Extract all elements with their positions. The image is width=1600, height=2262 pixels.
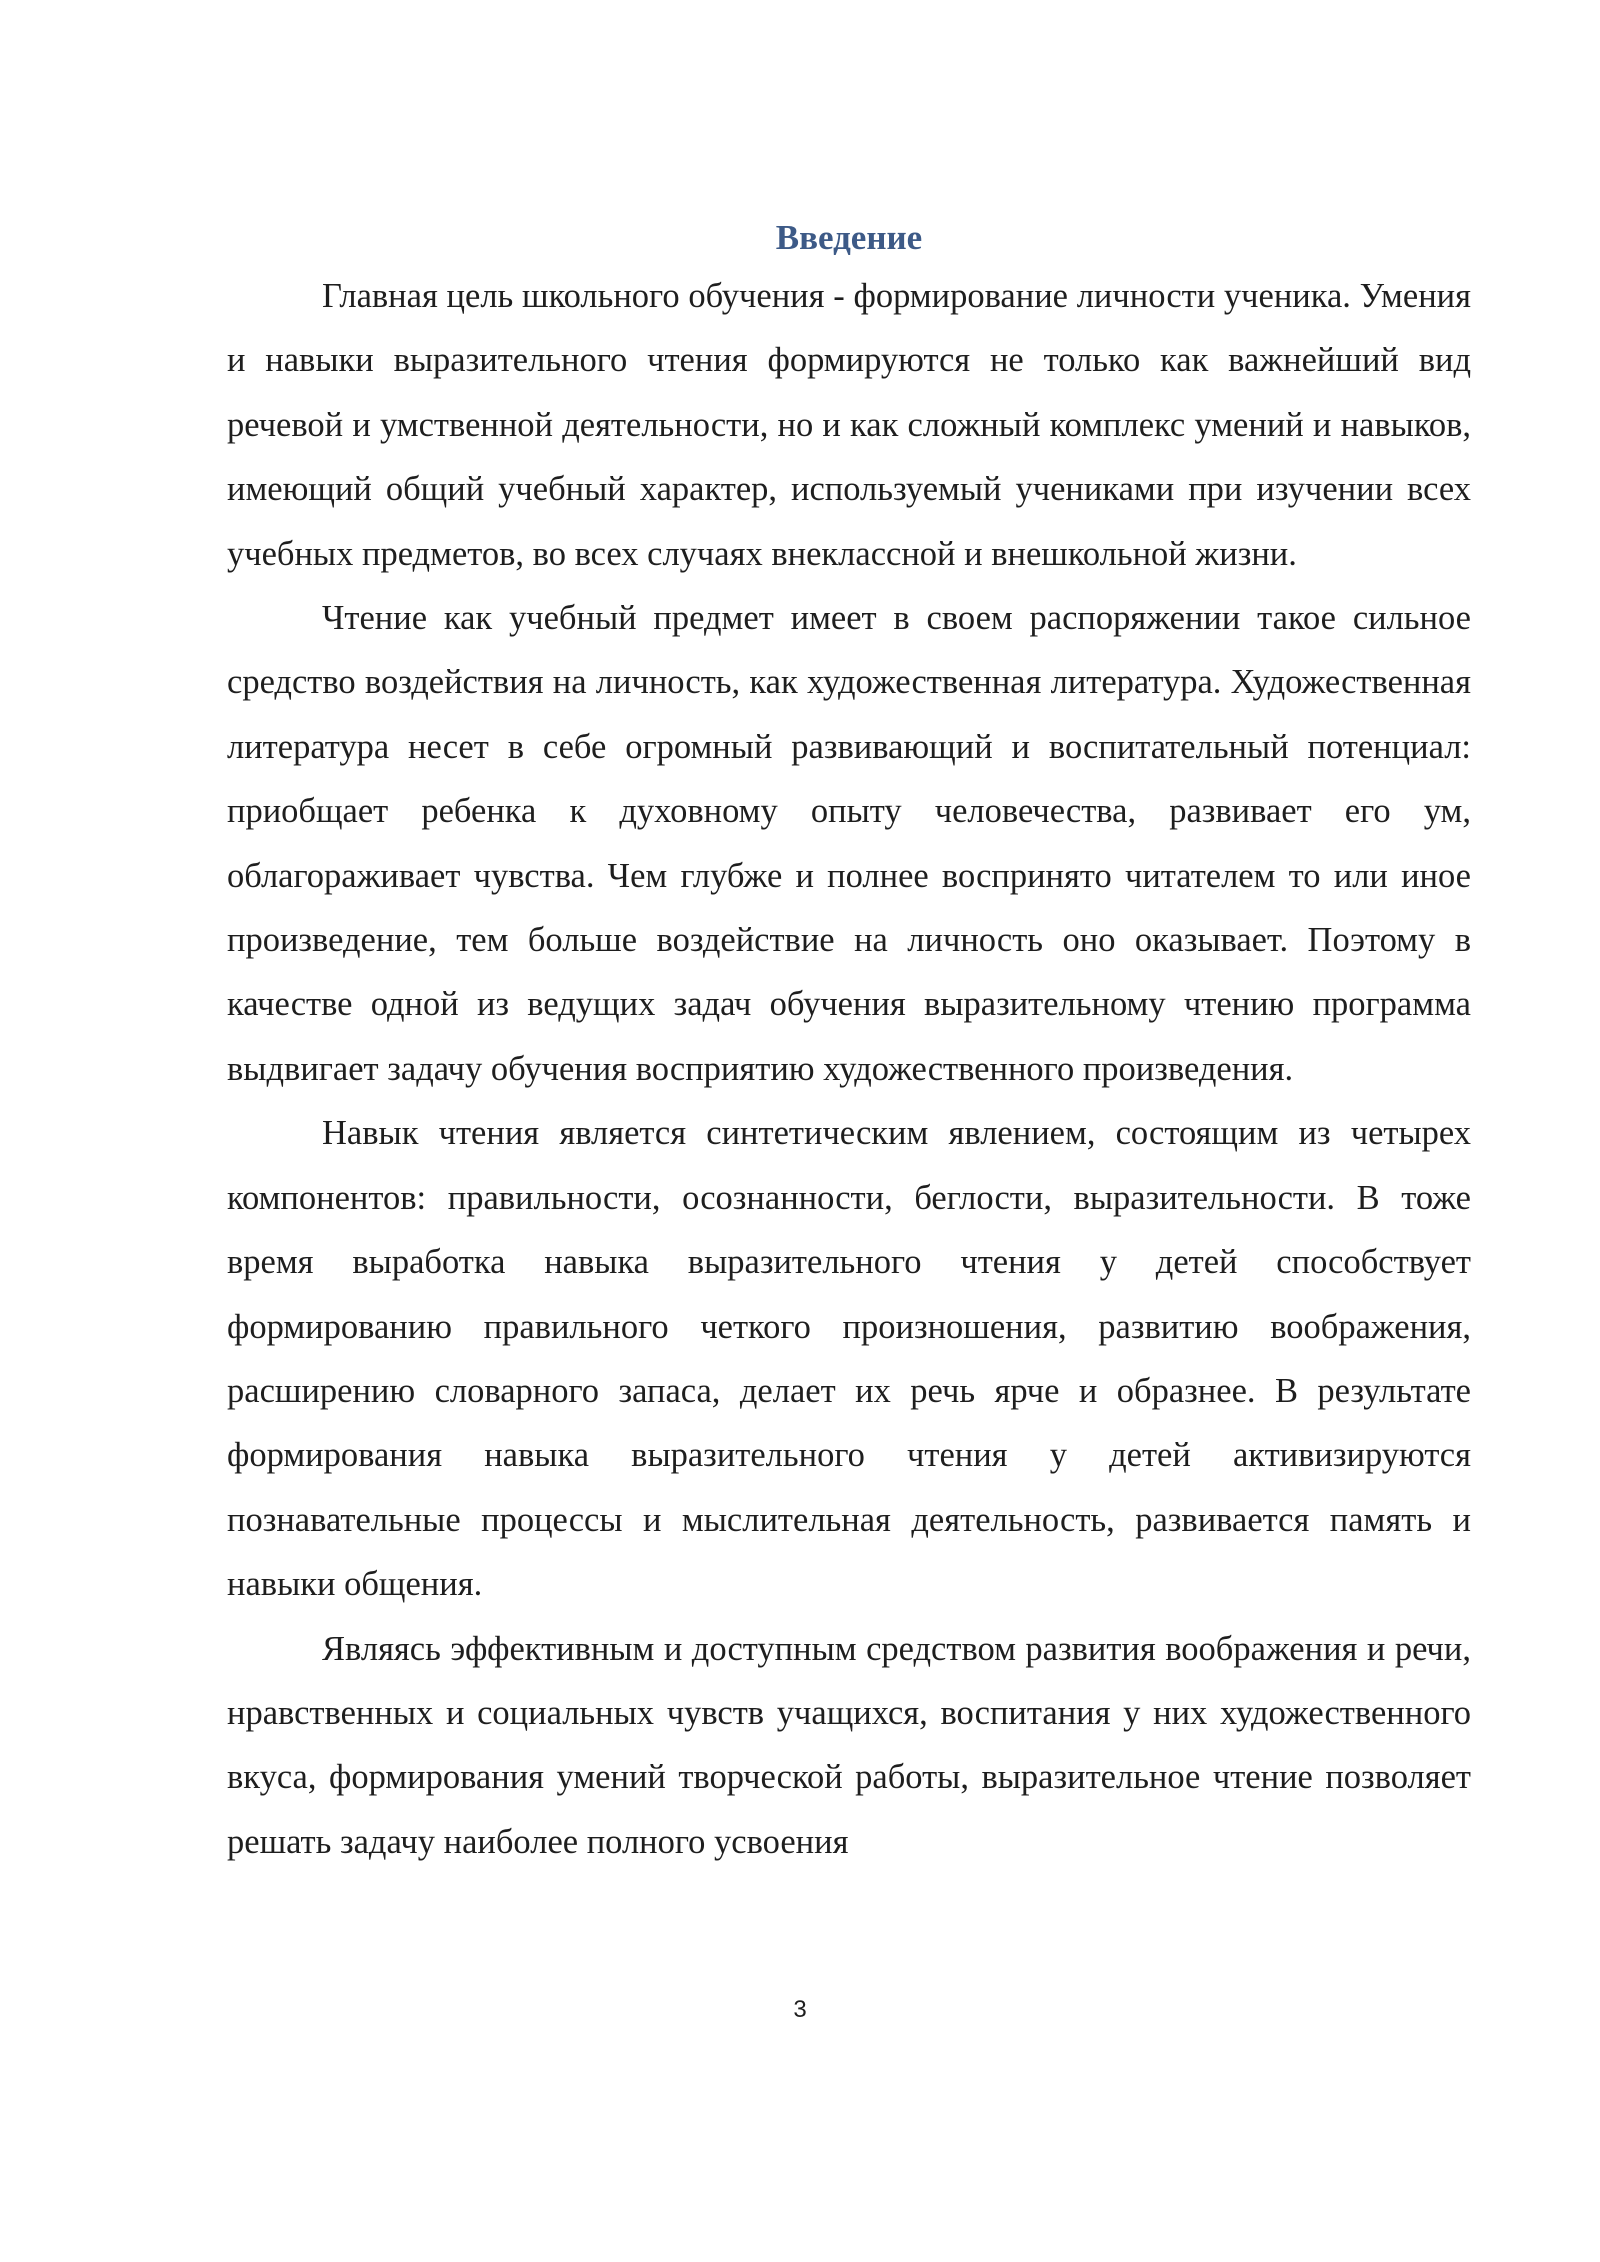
paragraph-1: Главная цель школьного обучения - формирование личности ученика. Умения и навыки выразительного чтения формируются не только как важнейший вид речевой и умственной деятельности, но и как сложный комплекс умений и навыков, имеющий общий учебный характер, используемый учениками при изучении всех учебных предметов, во всех случаях внеклассной и внешкольной жизни. [227,277,1471,573]
section-heading: Введение [775,218,923,257]
paragraph-4: Являясь эффективным и доступным средством развития воображения и речи, нравственных и социальных чувств учащихся, воспитания у них художественного вкуса, формирования умений творческой работы, выразительное чтение позволяет решать задачу наиболее полного усвоения [227,1629,1471,1861]
paragraph-2: Чтение как учебный предмет имеет в своем распоряжении такое сильное средство воздействия на личность, как художественная литература. Художественная литература несет в себе огромный развивающий и воспитательный потенциал: приобщает ребенка к духовному опыту человечества, развивает его ум, облагораживает чувства. Чем глубже и полнее воспринято читателем то или иное произведение, тем больше воздействие на личность оно оказывает. Поэтому в качестве одной из ведущих задач обучения выразительному чтению программа выдвигает задачу обучения восприятию художественного произведения. [227,599,1471,1088]
page-number: 3 [793,1996,807,2023]
paragraph-3: Навык чтения является синтетическим явлением, состоящим из четырех компонентов: правильности, осознанности, беглости, выразительности. В тоже время выработка навыка выразительного чтения у детей способствует формированию правильного четкого произношения, развитию воображения, расширению словарного запаса, делает их речь ярче и образнее. В результате формирования навыка выразительного чтения у детей активизируются познавательные процессы и мыслительная деятельность, развивается память и навыки общения. [227,1114,1471,1604]
page-content [227,212,1471,1874]
